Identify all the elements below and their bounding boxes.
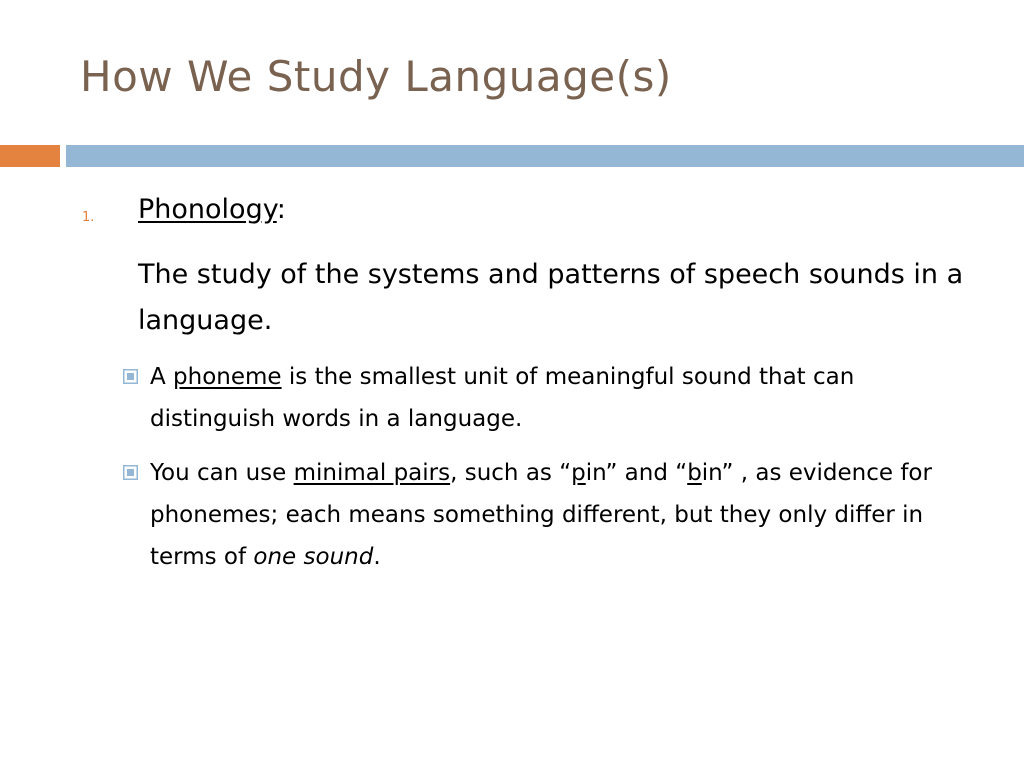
bullet-text: A bbox=[150, 364, 174, 390]
slide-title: How We Study Language(s) bbox=[80, 52, 672, 101]
bullet-text: You can use bbox=[150, 460, 294, 486]
example-letter-p: p bbox=[571, 460, 586, 486]
bullet-term: minimal pairs bbox=[293, 460, 451, 486]
bullet-text: is the smallest unit of meaningful sound that can distinguish words in a language. bbox=[150, 364, 855, 432]
bullet-text: in” and “ bbox=[585, 460, 688, 486]
example-letter-b: b bbox=[687, 460, 702, 486]
bullet-text: . bbox=[373, 544, 381, 570]
square-bullet-icon bbox=[123, 369, 138, 384]
heading-suffix: : bbox=[276, 194, 286, 225]
heading-term: Phonology bbox=[138, 194, 277, 225]
list-number: 1. bbox=[82, 210, 95, 225]
accent-bar-blue-rect bbox=[66, 145, 1024, 167]
bullet-emphasis: one sound bbox=[253, 544, 374, 570]
bullet-term: phoneme bbox=[173, 364, 282, 390]
item-heading bbox=[138, 194, 286, 225]
square-bullet-icon bbox=[123, 465, 138, 480]
accent-bar-blue bbox=[66, 145, 1024, 167]
bullet-text: in” , as evidence for phonemes; each means something different, but they only differ in terms of bbox=[150, 460, 932, 570]
accent-bar-orange bbox=[0, 145, 60, 167]
accent-bar-orange-rect bbox=[0, 145, 60, 167]
bullet-item bbox=[150, 452, 980, 578]
bullet-item bbox=[150, 356, 980, 440]
item-definition: The study of the systems and patterns of speech sounds in a language. bbox=[138, 259, 964, 336]
bullet-text: , such as “ bbox=[450, 460, 572, 486]
